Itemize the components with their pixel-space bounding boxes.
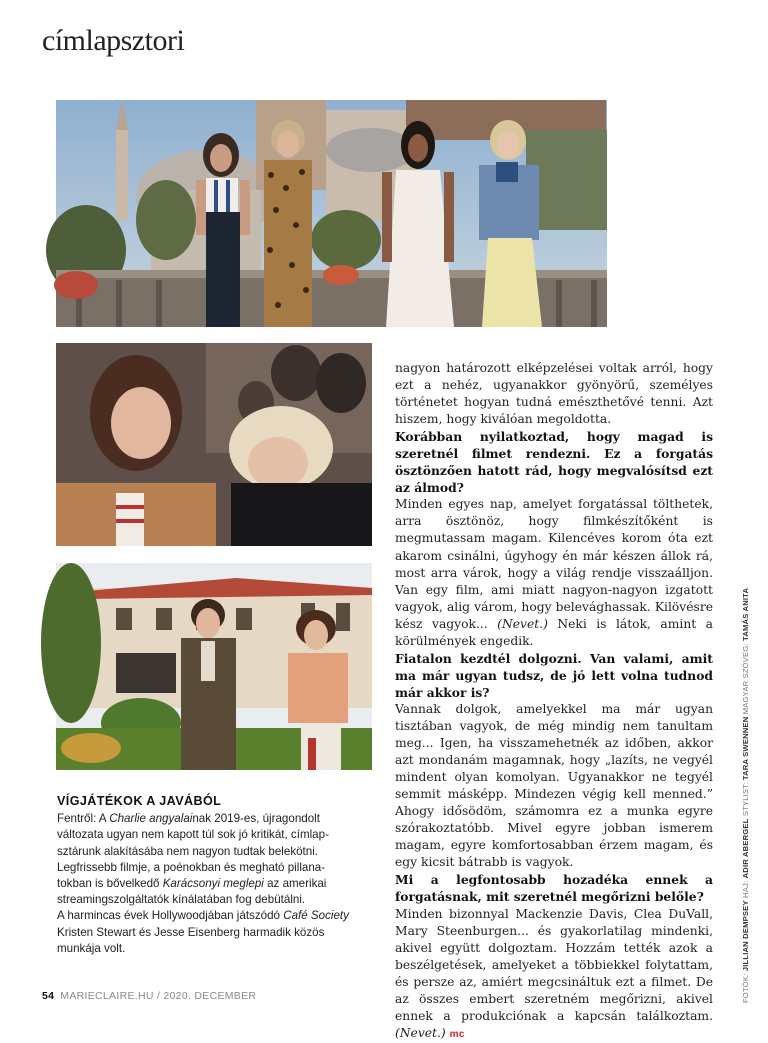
interview-question: Korábban nyilatkoztad, hogy magad is szeretnél filmet rendezni. Ez a forgatás ösztönzően hatott rád, hogy megvalósítsd ezt az álmod?	[395, 429, 713, 496]
article-body	[395, 360, 713, 1043]
photo-caption	[57, 793, 369, 957]
interview-question: Fiatalon kezdtél dolgozni. Van valami, amit ma már ugyan tudsz, de jó lett volna tudnod már akkor is?	[395, 650, 713, 700]
photo-charlies-angels-cast	[56, 100, 607, 327]
article-paragraph: nagyon határozott elképzelései voltak arról, hogy ezt a nehéz, ugyanakkor gyönyörű, személyes történetet hogyan tudná emészthetővé tenni. Azt hiszem, hogy kiválóan megoldotta.	[395, 361, 713, 427]
photo-happiest-season	[56, 343, 372, 546]
interview-answer: Minden bizonnyal Mackenzie Davis, Clea DuVall, Mary Steenburgen... és gyakorlatilag mindenki, akivel együtt dolgoztam. Hozzám tették azok a beszélgetések, amelyeket a többiekkel folytattam, és persze az, amiért megcsináltuk ezt a filmet. De az összes embert szeretném megőrizni, akivel ennek a produkciónak a kapcsán találkoztam. (Nevet.) mc	[395, 906, 713, 1040]
photo-credits: FOTÓK: JILLIAN DEMPSEY HAJ: ADIR ABERGEL STYLIST: TARA SWENNEN MAGYAR SZÖVEG: TAMÁS ANITA	[741, 587, 750, 1003]
section-title: címlapsztori	[42, 24, 185, 57]
publication-info: MARIECLAIRE.HU / 2020. DECEMBER	[60, 990, 257, 1002]
caption-heading: VÍGJÁTÉKOK A JAVÁBÓL	[57, 794, 222, 808]
interview-answer: Minden egyes nap, amelyet forgatással tölthetek, arra ösztönöz, hogy filmkészítőként is megmutassam magam. Kilencéves korom óta ezt akarom csinálni, úgyhogy én már készen állok rá, most arra várok, hogy a világ rendje visszaálljon. Van egy film, ami miatt nagyon-nagyon izgatott vagyok, alig várom, hogy belevághassak. Kilövésre kész vagyok... (Nevet.) Neki is látok, amint a körülmények engedik.	[395, 497, 714, 648]
page-number: 54	[42, 990, 55, 1002]
caption-text: Fentről: A Charlie angyalainak 2019-es, újragondolt változata ugyan nem kapott túl sok jó kritikát, címlap- sztárunk alakításába nem nagyon tudtak belekötni. Legfrissebb filmje, a poénokban és megható pillana- tokban is bővelkedő Karácsonyi meglepi az amerikai streamingszolgáltatók kínálatában fog debütálni. A harmincas évek Hollywoodjában játszódó Café Society Kristen Stewart és Jesse Eisenberg harmadik közös munkája volt.	[57, 812, 349, 955]
marie-claire-end-mark: mc	[449, 1028, 465, 1040]
photo-cafe-society	[56, 563, 372, 770]
page-footer	[42, 990, 256, 1002]
interview-answer: Vannak dolgok, amelyekkel ma már ugyan tisztában vagyok, de még mindig nem tanultam meg... Igen, ha visszamehetnék az időben, akkor azt mondanám magamnak, hogy „lazíts, ne vegyél mindent olyan komolyan. Ugyanakkor ne tegyél semmit másképp. Mindezen végig kell menned.” Ahogy idősödöm, számomra ez a munka egyre szórakoztatóbb. Mivel egyre jobban ismerem magam, egyre komfortosabban érzem magam, és egy kicsit bátrabb is vagyok.	[395, 701, 713, 870]
interview-question: Mi a legfontosabb hozadéka ennek a forgatásnak, mit szeretnél megőrizni belőle?	[395, 872, 713, 905]
